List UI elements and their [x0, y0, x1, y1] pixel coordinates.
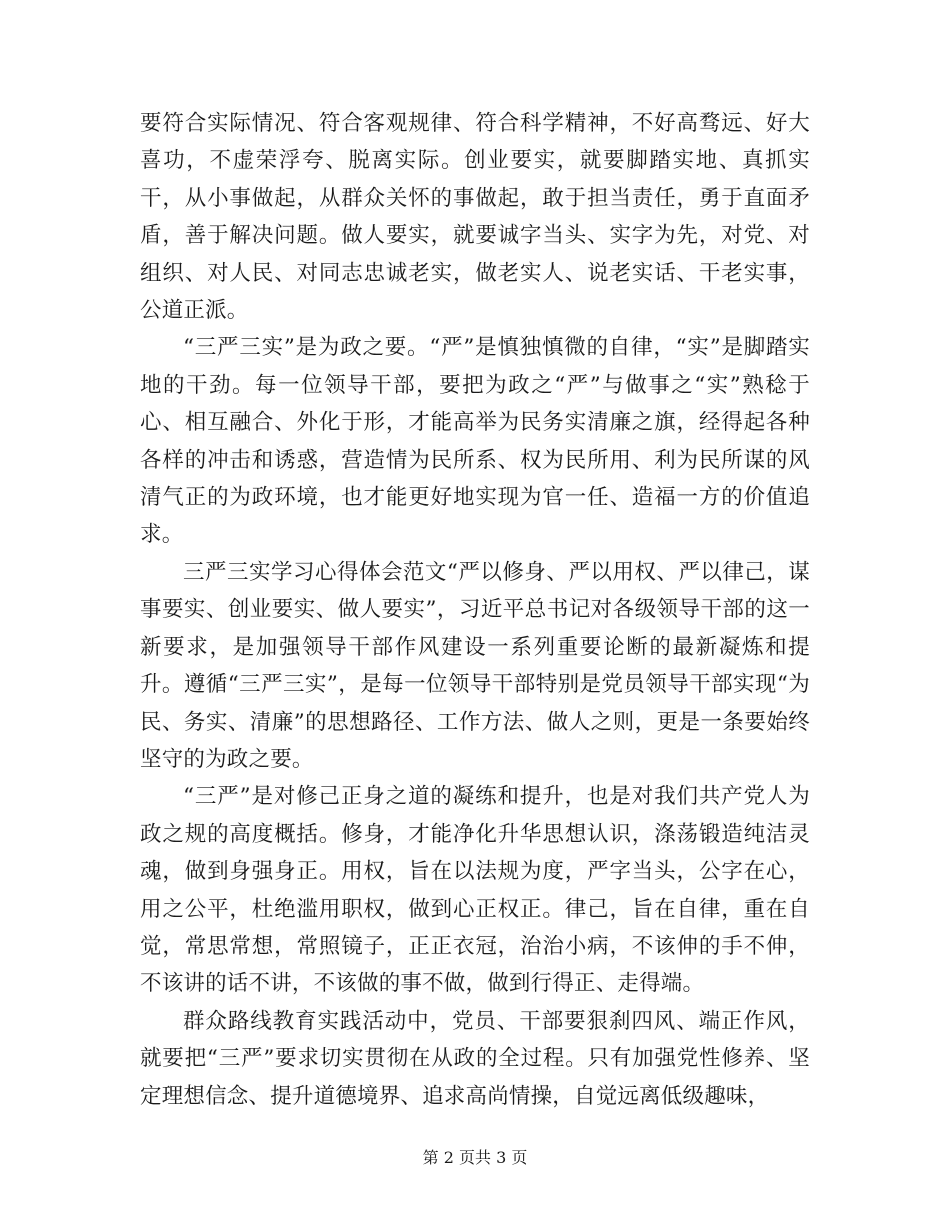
paragraph-3: 三严三实学习心得体会范文“严以修身、严以用权、严以律己，谋事要实、创业要实、做人要实”，习近平总书记对各级领导干部的这一新要求，是加强领导干部作风建设一系列重要论断的最新凝炼和提升。遵循“三严三实”，是每一位领导干部特别是党员领导干部实现“为民、务实、清廉”的思想路径、工作方法、做人之则，更是一条要始终坚守的为政之要。	[140, 559, 810, 772]
paragraph-5: 群众路线教育实践活动中，党员、干部要狠刹四风、端正作风，就要把“三严”要求切实贯彻在从政的全过程。只有加强党性修养、坚定理想信念、提升道德境界、追求高尚情操，自觉远离低级趣味，	[140, 1008, 810, 1109]
paragraph-4: “三严”是对修己正身之道的凝练和提升，也是对我们共产党人为政之规的高度概括。修身，才能净化升华思想认识，涤荡锻造纯洁灵魂，做到身强身正。用权，旨在以法规为度，严字当头，公字在心，用之公平，杜绝滥用职权，做到心正权正。律己，旨在自律，重在自觉，常思常想，常照镜子，正正衣冠，治治小病，不该伸的手不伸，不该讲的话不讲，不该做的事不做，做到行得正、走得端。	[140, 784, 810, 997]
page-number-footer: 第 2 页共 3 页	[422, 1148, 528, 1167]
document-body	[140, 105, 810, 1115]
paragraph-1: 要符合实际情况、符合客观规律、符合科学精神，不好高骛远、好大喜功，不虚荣浮夸、脱离实际。创业要实，就要脚踏实地、真抓实干，从小事做起，从群众关怀的事做起，敢于担当责任，勇于直面矛盾，善于解决问题。做人要实，就要诚字当头、实字为先，对党、对组织、对人民、对同志忠诚老实，做老实人、说老实话、干老实事，公道正派。	[140, 111, 810, 324]
paragraph-2: “三严三实”是为政之要。“严”是慎独慎微的自律，“实”是脚踏实地的干劲。每一位领导干部，要把为政之“严”与做事之“实”熟稔于心、相互融合、外化于形，才能高举为民务实清廉之旗，经得起各种各样的冲击和诱惑，营造情为民所系、权为民所用、利为民所谋的风清气正的为政环境，也才能更好地实现为官一任、造福一方的价值追求。	[140, 335, 810, 548]
